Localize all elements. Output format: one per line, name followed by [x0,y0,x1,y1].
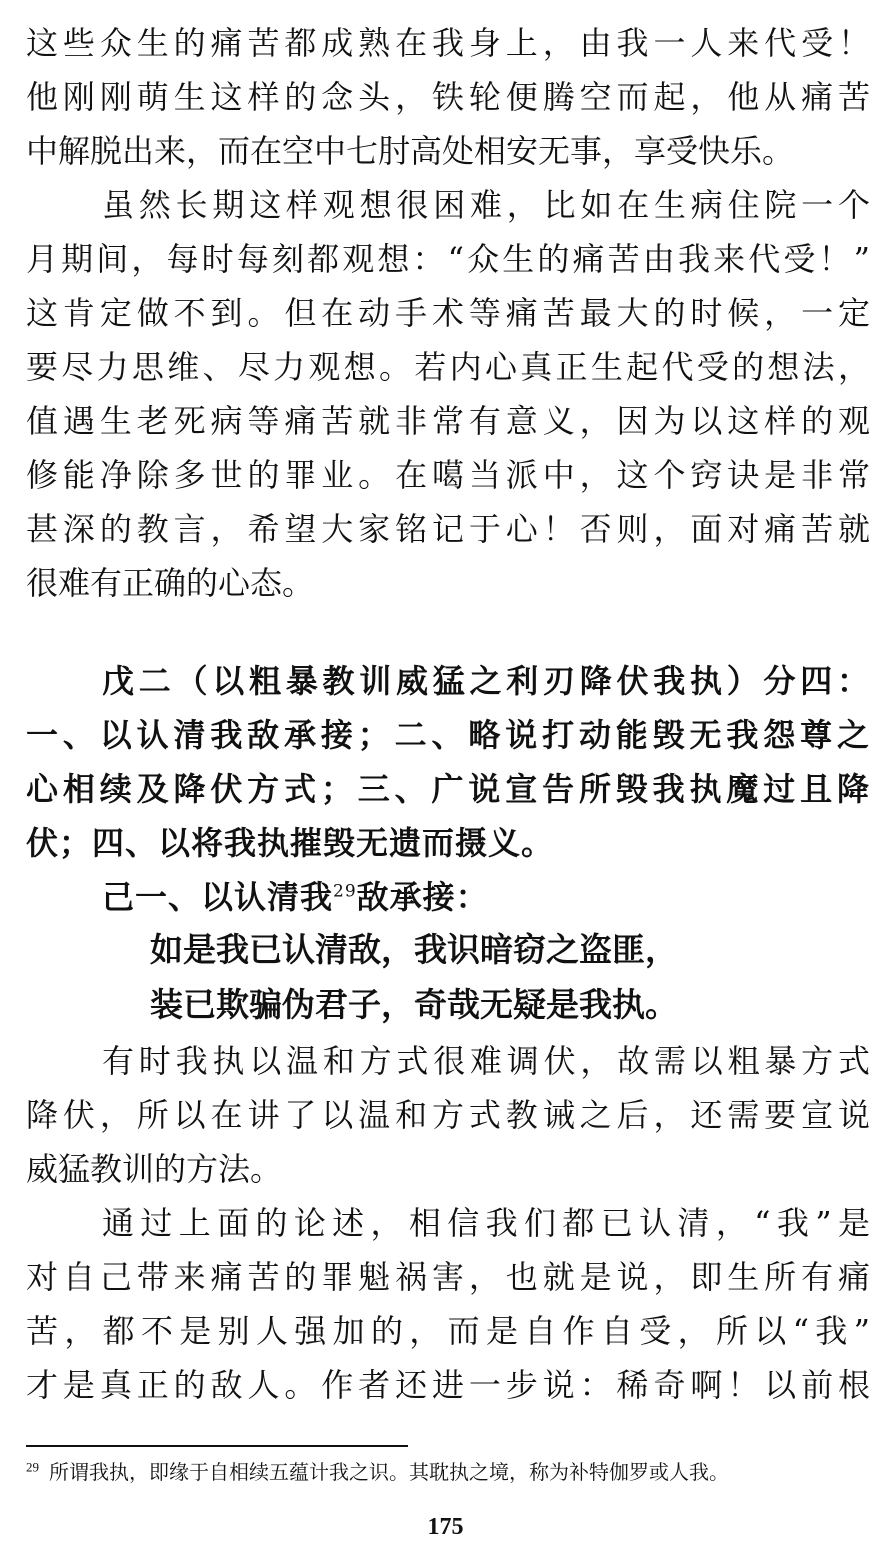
text-line: 月期间，每时每刻都观想：“众生的痛苦由我来代受！” [26,240,870,278]
paragraph-3 [26,1034,870,1196]
heading-line: 戊二（以粗暴教训威猛之利刃降伏我执）分四： [102,662,870,700]
footnote-number: 29 [26,1459,39,1475]
verse-block [26,924,870,1034]
text-line: 值遇生老死病等痛苦就非常有意义，因为以这样的观 [26,402,870,440]
text-line: 这肯定做不到。但在动手术等痛苦最大的时候，一定 [26,294,870,332]
subheading-text: 己一、以认清我 [102,878,334,916]
footnote-text: 所谓我执，即缘于自相续五蕴计我之识。其耽执之境，称为补特伽罗或人我。 [49,1462,729,1484]
text-line: 虽然长期这样观想很困难，比如在生病住院一个 [102,186,870,224]
text-line: 苦，都不是别人强加的，而是自作自受，所以“我” [26,1312,870,1350]
heading-line: 心相续及降伏方式；三、广说宣告所毁我执魔过且降 [26,770,870,808]
text-line: 有时我执以温和方式很难调伏，故需以粗暴方式 [102,1042,870,1080]
text-line: 通过上面的论述，相信我们都已认清，“我”是 [102,1204,870,1242]
footnote [26,1458,876,1488]
paragraph-2 [26,178,870,610]
text-line: 降伏，所以在讲了以温和方式教诫之后，还需要宣说 [26,1096,870,1134]
verse-line: 装已欺骗伪君子，奇哉无疑是我执。 [150,988,678,1024]
heading-line: 伏；四、以将我执摧毁无遗而摄义。 [26,824,555,862]
paragraph-1 [26,16,870,178]
text-line: 威猛教训的方法。 [26,1150,283,1188]
text-line: 中解脱出来，而在空中七肘高处相安无事，享受快乐。 [26,132,795,170]
text-line: 才是真正的敌人。作者还进一步说：稀奇啊！以前根 [26,1366,870,1404]
subheading-text: 敌承接： [356,878,489,916]
text-line: 要尽力思维、尽力观想。若内心真正生起代受的想法， [26,348,870,386]
page-number: 175 [427,1514,464,1540]
heading-line: 一、以认清我敌承接；二、略说打动能毁无我怨尊之 [26,716,870,754]
section-gap [26,610,870,654]
page-body [26,16,870,1412]
subheading [26,870,870,924]
verse-line: 如是我已认清敌，我识暗窃之盗匪， [150,933,678,969]
text-line: 这些众生的痛苦都成熟在我身上，由我一人来代受！ [26,24,870,62]
section-heading [26,654,870,870]
text-line: 修能净除多世的罪业。在噶当派中，这个窍诀是非常 [26,456,870,494]
text-line: 很难有正确的心态。 [26,564,315,602]
footnote-reference[interactable]: 29 [333,881,357,902]
text-line: 他刚刚萌生这样的念头，铁轮便腾空而起，他从痛苦 [26,78,870,116]
paragraph-4 [26,1196,870,1412]
text-line: 对自己带来痛苦的罪魁祸害，也就是说，即生所有痛 [26,1258,870,1296]
footnote-divider [26,1445,408,1447]
text-line: 甚深的教言，希望大家铭记于心！否则，面对痛苦就 [26,510,870,548]
